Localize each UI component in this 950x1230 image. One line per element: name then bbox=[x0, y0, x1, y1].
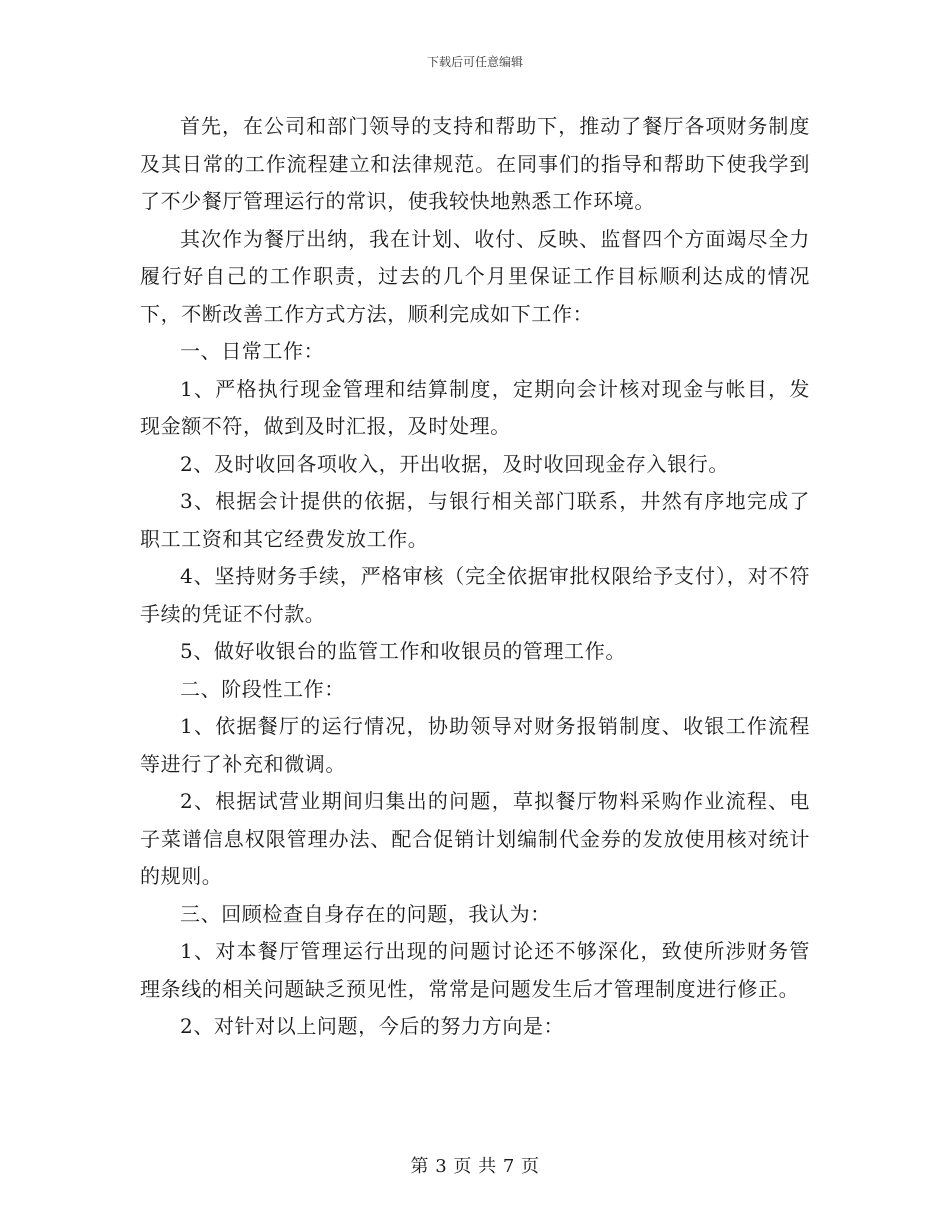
review-item-2: 2、对针对以上问题，今后的努力方向是： bbox=[180, 1014, 565, 1038]
section-heading-phase-work: 二、阶段性工作： bbox=[180, 676, 345, 701]
header-note: 下载后可任意编辑 bbox=[426, 55, 523, 69]
daily-item-5: 5、做好收银台的监管工作和收银员的管理工作。 bbox=[180, 639, 626, 663]
phase-item-1: 1、依据餐厅的运行情况，协助领导对财务报销制度、收银工作流程等进行了补充和微调。 bbox=[140, 714, 810, 776]
footer-suffix: 页 bbox=[521, 1156, 540, 1177]
footer-total-pages: 7 bbox=[502, 1156, 515, 1177]
section-heading-daily-work: 一、日常工作： bbox=[180, 339, 325, 363]
footer-total-word: 共 bbox=[478, 1156, 497, 1177]
paragraph-1: 首先，在公司和部门领导的支持和帮助下，推动了餐厅各项财务制度及其日常的工作流程建立和法律规范。在同事们的指导和帮助下使我学到了不少餐厅管理运行的常识，使我较快地熟悉工作环境。 bbox=[140, 114, 810, 213]
footer-current-page: 3 bbox=[435, 1156, 448, 1177]
daily-item-1: 1、严格执行现金管理和结算制度，定期向会计核对现金与帐目，发现金额不符，做到及时汇报，及时处理。 bbox=[140, 376, 810, 438]
section-heading-review: 三、回顾检查自身存在的问题，我认为： bbox=[180, 901, 551, 926]
phase-item-2: 2、根据试营业期间归集出的问题，草拟餐厅物料采购作业流程、电子菜谱信息权限管理办法、配合促销计划编制代金券的发放使用核对统计的规则。 bbox=[140, 789, 810, 888]
footer-page-unit: 页 bbox=[453, 1156, 472, 1177]
review-item-1: 1、对本餐厅管理运行出现的问题讨论还不够深化，致使所涉财务管理条线的相关问题缺乏预见性，常常是问题发生后才管理制度进行修正。 bbox=[140, 939, 810, 1001]
daily-item-3: 3、根据会计提供的依据，与银行相关部门联系，井然有序地完成了职工工资和其它经费发放工作。 bbox=[140, 489, 810, 551]
footer-prefix: 第 bbox=[410, 1156, 429, 1177]
daily-item-2: 2、及时收回各项收入，开出收据，及时收回现金存入银行。 bbox=[180, 451, 729, 476]
paragraph-2: 其次作为餐厅出纳，我在计划、收付、反映、监督四个方面竭尽全力履行好自己的工作职责，过去的几个月里保证工作目标顺利达成的情况下，不断改善工作方式方法，顺利完成如下工作： bbox=[140, 226, 810, 326]
document-body bbox=[140, 108, 810, 1046]
page-number-footer bbox=[0, 1152, 950, 1178]
daily-item-4: 4、坚持财务手续，严格审核（完全依据审批权限给予支付），对不符手续的凭证不付款。 bbox=[140, 564, 810, 626]
